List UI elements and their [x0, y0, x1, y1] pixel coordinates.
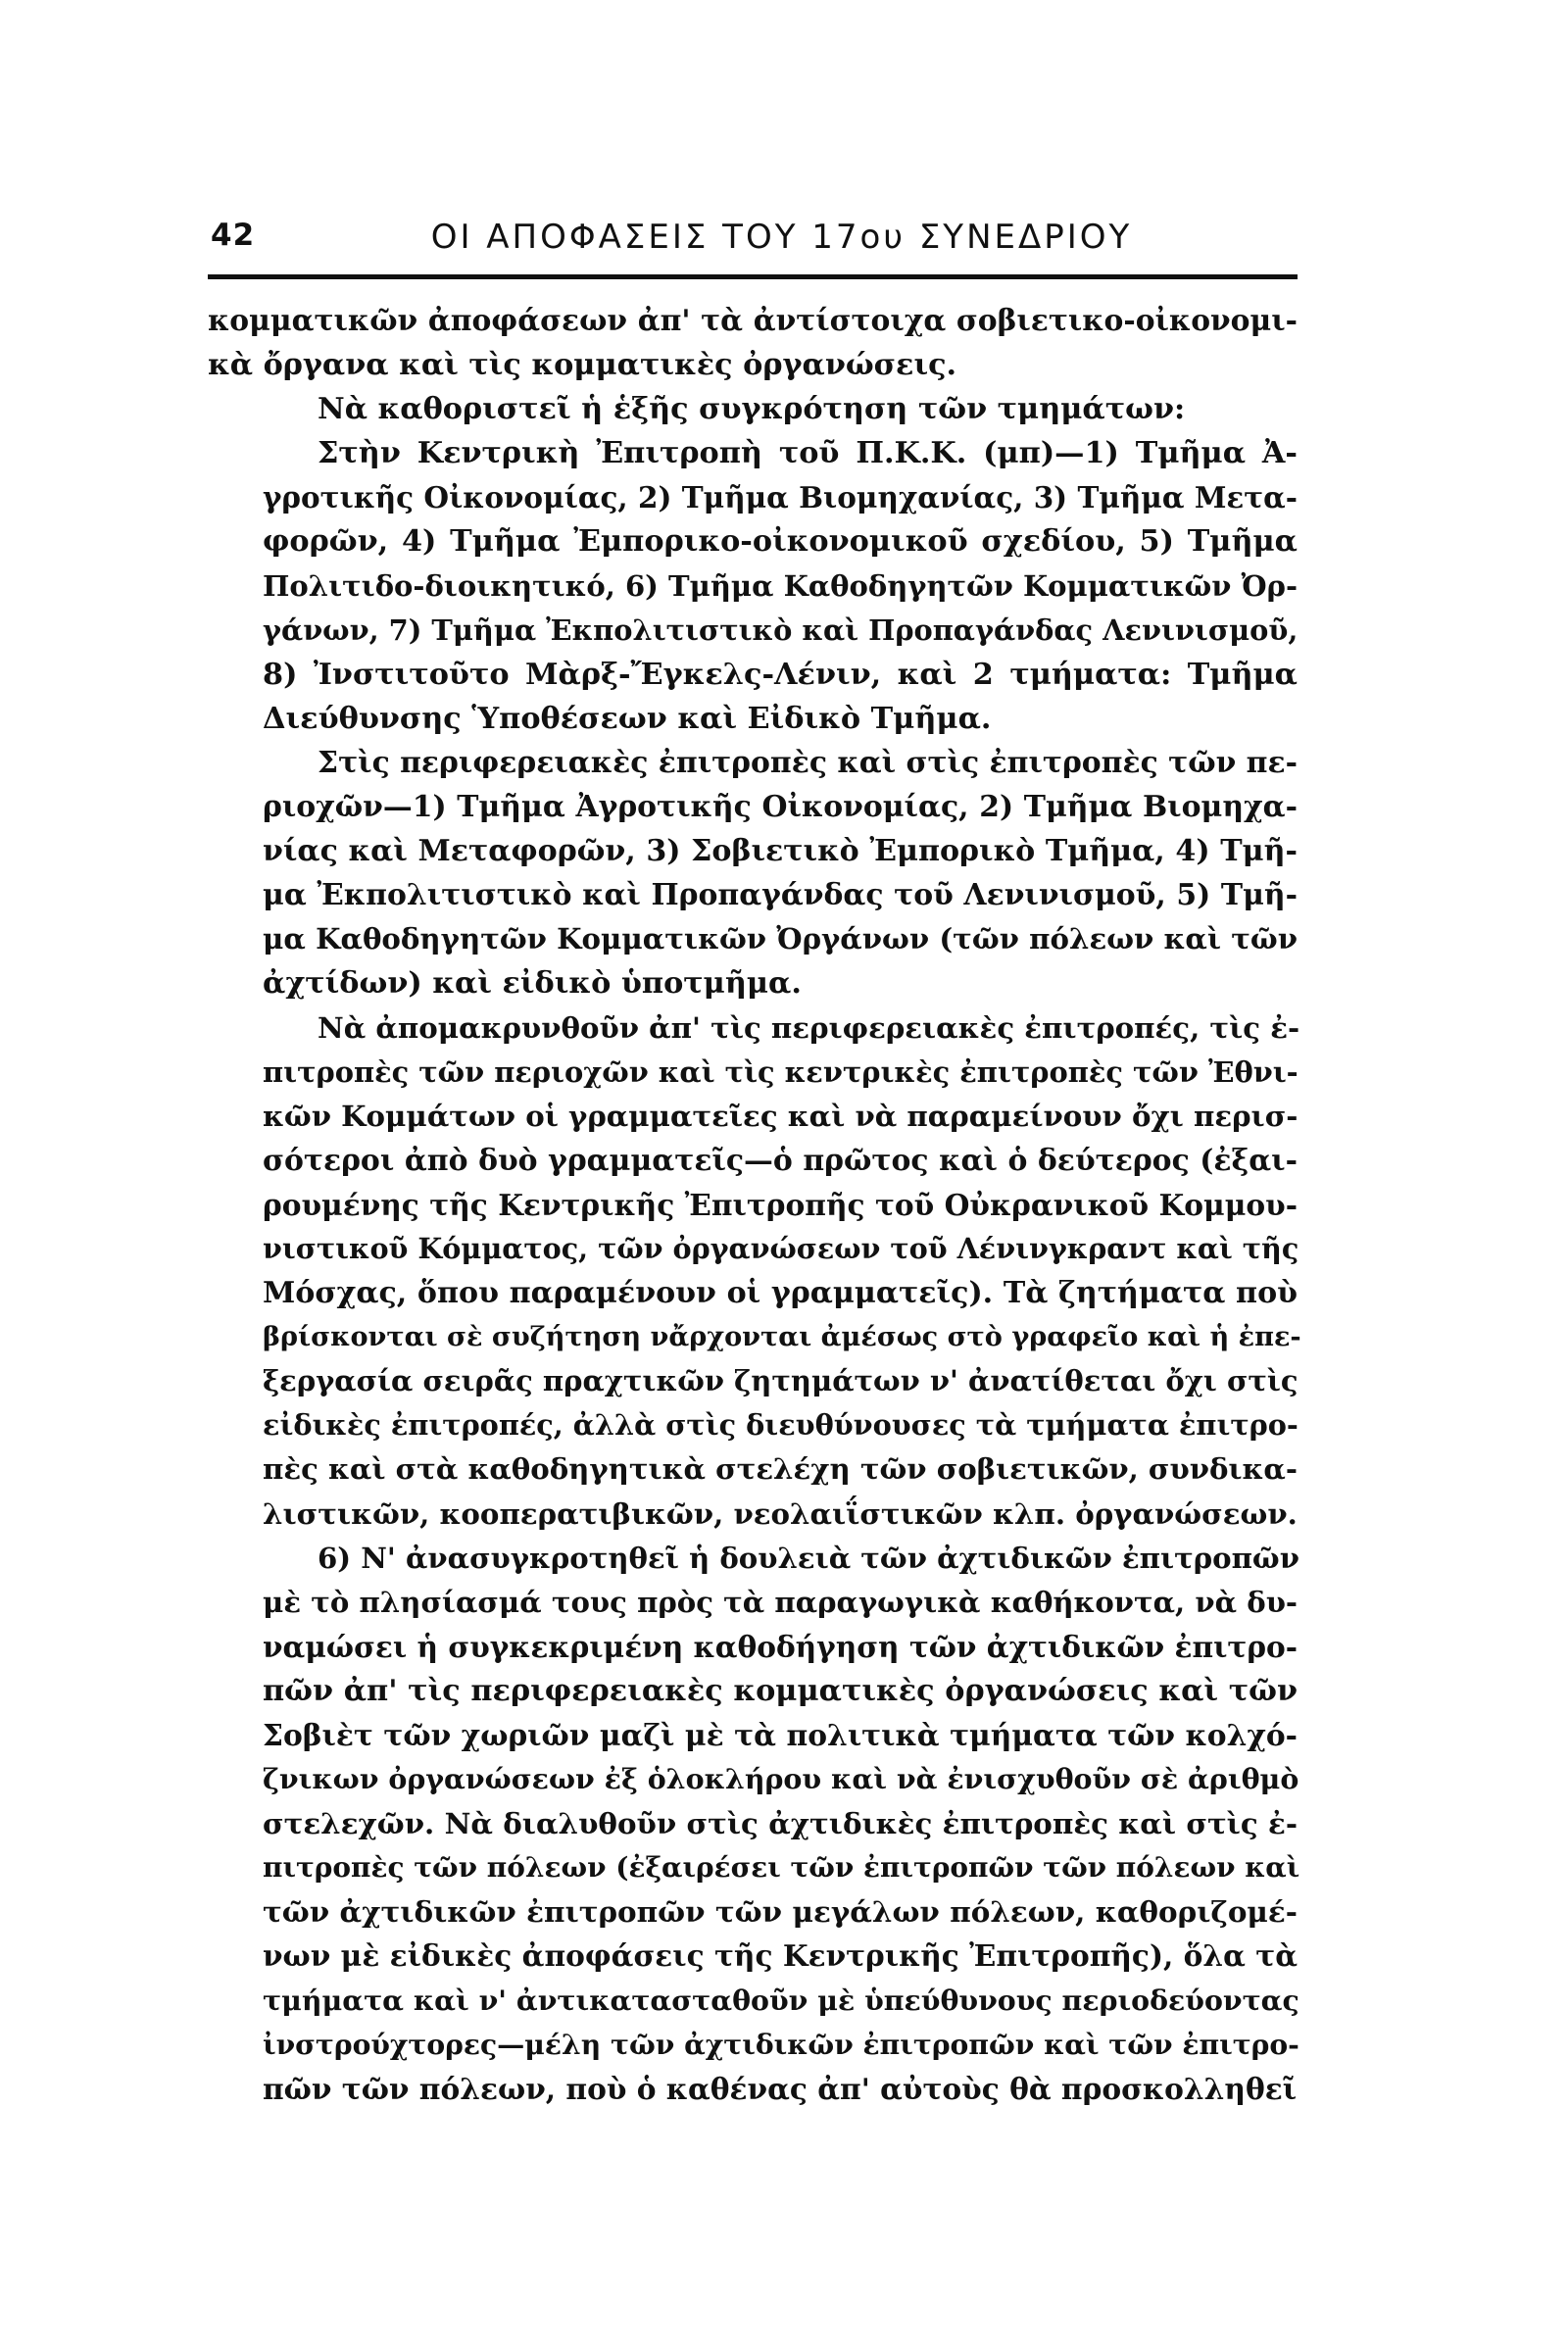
text-line: ρουμένης τῆς Κεντρικῆς Ἐπιτροπῆς τοῦ Οὐκρανικοῦ Κομμου-	[263, 1187, 1298, 1222]
text-line: Πολιτιδο-διοικητικό, 6) Τμῆμα Καθοδηγητῶν Κομματικῶν Ὀρ-	[263, 568, 1298, 603]
paragraph	[208, 387, 1298, 431]
text-line: ἰνστρούχτορες—μέλη τῶν ἀχτιδικῶν ἐπιτροπῶν καὶ τῶν ἐπιτρο-	[263, 2028, 1299, 2061]
header-rule	[208, 274, 1298, 279]
text-line: εἰδικὲς ἐπιτροπές, ἀλλὰ στὶς διευθύνουσες τὰ τμήματα ἐπιτρο-	[263, 1408, 1298, 1443]
text-line: φορῶν, 4) Τμῆμα Ἐμπορικο-οἰκονομικοῦ σχεδίου, 5) Τμῆμα	[263, 524, 1298, 560]
text-line: Σοβιὲτ τῶν χωριῶν μαζὶ μὲ τὰ πολιτικὰ τμήματα τῶν κολχό-	[263, 1718, 1298, 1752]
text-line: Διεύθυνσης Ὑποθέσεων καὶ Εἰδικὸ Τμῆμα.	[263, 701, 992, 736]
text-line: τμήματα καὶ ν' ἀντικατασταθοῦν μὲ ὑπεύθυνους περιοδεύοντας	[263, 1983, 1299, 2017]
text-line: μα Καθοδηγητῶν Κομματικῶν Ὀργάνων (τῶν πόλεων καὶ τῶν	[263, 922, 1298, 956]
paragraph	[208, 1537, 1298, 2111]
text-line: μὲ τὸ πλησίασμά τους πρὸς τὰ παραγωγικὰ καθήκοντα, νὰ δυ-	[263, 1585, 1298, 1619]
text-line: Νὰ καθοριστεῖ ἡ ἑξῆς συγκρότηση τῶν τμημάτων:	[318, 392, 1186, 427]
paragraph	[208, 741, 1298, 1006]
text-line: πῶν ἀπ' τὶς περιφερειακὲς κομματικὲς ὀργανώσεις καὶ τῶν	[263, 1673, 1298, 1708]
body-text	[208, 299, 1301, 2111]
text-line: νων μὲ εἰδικὲς ἀποφάσεις τῆς Κεντρικῆς Ἐπιτροπῆς), ὅλα τὰ	[263, 1938, 1298, 1974]
text-line: πιτροπὲς τῶν περιοχῶν καὶ τὶς κεντρικὲς ἐπιτροπὲς τῶν Ἐθνι-	[263, 1054, 1298, 1089]
text-line: Νὰ ἀπομακρυνθοῦν ἀπ' τὶς περιφερειακὲς ἐπιτροπές, τὶς ἐ-	[318, 1010, 1300, 1045]
text-line: νιστικοῦ Κόμματος, τῶν ὀργανώσεων τοῦ Λένινγκραντ καὶ τῆς	[263, 1231, 1299, 1265]
text-line: ξεργασία σειρᾶς πραχτικῶν ζητημάτων ν' ἀνατίθεται ὄχι στὶς	[263, 1364, 1298, 1398]
text-line: Στὴν Κεντρικὴ Ἐπιτροπὴ τοῦ Π.Κ.Κ. (μπ)—1) Τμῆμα Ἀ-	[318, 436, 1298, 471]
page-header	[211, 218, 1294, 267]
paragraph	[208, 299, 1298, 387]
text-line: νίας καὶ Μεταφορῶν, 3) Σοβιετικὸ Ἐμπορικὸ Τμῆμα, 4) Τμῆ-	[263, 834, 1298, 869]
text-line: πῶν τῶν πόλεων, ποὺ ὁ καθένας ἀπ' αὐτοὺς θὰ προσκολληθεῖ	[263, 2071, 1298, 2106]
text-line: ναμώσει ἡ συγκεκριμένη καθοδήγηση τῶν ἀχτιδικῶν ἐπιτρο-	[263, 1629, 1298, 1664]
text-line: πὲς καὶ στὰ καθοδηγητικὰ στελέχη τῶν σοβιετικῶν, συνδικα-	[263, 1452, 1298, 1487]
text-line: λιστικῶν, κοοπερατιβικῶν, νεολαιΐστικῶν κλπ. ὀργανώσεων.	[263, 1496, 1298, 1531]
paragraph	[208, 1006, 1301, 1537]
text-line: τῶν ἀχτιδικῶν ἐπιτροπῶν τῶν μεγάλων πόλεων, καθοριζομέ-	[263, 1894, 1298, 1930]
text-line: γροτικῆς Οἰκονομίας, 2) Τμῆμα Βιομηχανίας, 3) Τμῆμα Μετα-	[263, 480, 1298, 515]
text-line: σότεροι ἀπὸ δυὸ γραμματεῖς—ὁ πρῶτος καὶ ὁ δεύτερος (ἐξαι-	[263, 1143, 1298, 1178]
text-line: ἀχτίδων) καὶ εἰδικὸ ὑποτμῆμα.	[263, 966, 802, 1002]
text-line: ζνικων ὀργανώσεων ἐξ ὁλοκλήρου καὶ νὰ ἐνισχυθοῦν σὲ ἀριθμὸ	[263, 1762, 1299, 1796]
paragraph	[208, 431, 1298, 741]
running-title: ΟΙ ΑΠΟΦΑΣΕΙΣ ΤΟΥ 17ου ΣΥΝΕΔΡΙΟΥ	[430, 218, 1133, 257]
text-line: μα Ἐκπολιτιστικὸ καὶ Προπαγάνδας τοῦ Λενινισμοῦ, 5) Τμῆ-	[263, 878, 1298, 913]
text-line: 8) Ἰνστιτοῦτο Μὰρξ-Ἔγκελς-Λένιν, καὶ 2 τμήματα: Τμῆμα	[263, 657, 1298, 692]
page-number: 42	[211, 218, 256, 253]
text-line: κομματικῶν ἀποφάσεων ἀπ' τὰ ἀντίστοιχα σοβιετικο-οἰκονομι-	[208, 304, 1298, 338]
text-line: κῶν Κομμάτων οἱ γραμματεῖες καὶ νὰ παραμείνουν ὄχι περισ-	[263, 1099, 1298, 1133]
text-line: βρίσκονται σὲ συζήτηση νἄρχονται ἀμέσως στὸ γραφεῖο καὶ ἡ ἐπε-	[263, 1322, 1301, 1353]
text-line: 6) Ν' ἀνασυγκροτηθεῖ ἡ δουλειὰ τῶν ἀχτιδικῶν ἐπιτροπῶν	[318, 1541, 1299, 1575]
text-line: Στὶς περιφερειακὲς ἐπιτροπὲς καὶ στὶς ἐπιτροπὲς τῶν πε-	[318, 745, 1298, 780]
text-line: Μόσχας, ὅπου παραμένουν οἱ γραμματεῖς). Τὰ ζητήματα ποὺ	[263, 1276, 1298, 1311]
text-line: γάνων, 7) Τμῆμα Ἐκπολιτιστικὸ καὶ Προπαγάνδας Λενινισμοῦ,	[263, 612, 1298, 647]
text-line: κὰ ὄργανα καὶ τὶς κομματικὲς ὀργανώσεις.	[208, 348, 957, 383]
text-line: ριοχῶν—1) Τμῆμα Ἀγροτικῆς Οἰκονομίας, 2) Τμῆμα Βιομηχα-	[263, 790, 1298, 825]
text-line: πιτροπὲς τῶν πόλεων (ἐξαιρέσει τῶν ἐπιτροπῶν τῶν πόλεων καὶ	[263, 1851, 1300, 1885]
text-line: στελεχῶν. Νὰ διαλυθοῦν στὶς ἀχτιδικὲς ἐπιτροπὲς καὶ στὶς ἐ-	[263, 1806, 1298, 1841]
